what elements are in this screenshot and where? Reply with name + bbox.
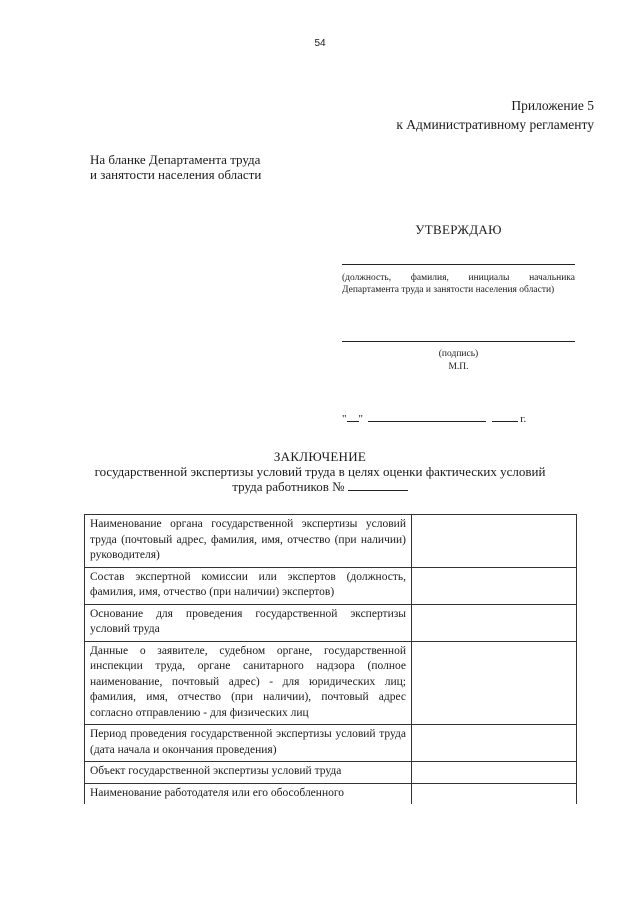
date-month-field[interactable]	[368, 411, 486, 422]
row-value-grounds[interactable]	[412, 604, 577, 641]
date-year-field[interactable]	[492, 411, 518, 422]
appendix-reference: к Административному регламенту	[396, 117, 594, 132]
table-row	[85, 783, 577, 804]
row-value-employer[interactable]	[412, 783, 577, 804]
row-label-object: Объект государственной экспертизы условий труда	[85, 762, 412, 784]
row-label-expert-commission: Состав экспертной комиссии или экспертов (должность, фамилия, имя, отчество (при наличии) экспертов)	[85, 567, 412, 604]
document-number-line	[0, 479, 640, 494]
row-label-period: Период проведения государственной экспертизы условий труда (дата начала и окончания проведения)	[85, 725, 412, 762]
appendix-label: Приложение 5	[511, 98, 594, 113]
date-day-field[interactable]	[347, 411, 359, 422]
letterhead-note-line2: и занятости населения области	[90, 167, 262, 182]
row-label-inspection-body: Наименование органа государственной экспертизы условий труда (почтовый адрес, фамилия, имя, отчество (при наличии) руководителя)	[85, 515, 412, 568]
row-label-applicant: Данные о заявителе, судебном органе, государственной инспекции труда, органе санитарного надзора (полное наименование, почтовый адрес) - для юридических лиц; фамилия, имя, отчество (при наличии), почтовый адрес согласно отправлению - для физических лиц	[85, 641, 412, 725]
row-value-expert-commission[interactable]	[412, 567, 577, 604]
row-value-period[interactable]	[412, 725, 577, 762]
position-caption: (должность, фамилия, инициалы начальника Департамента труда и занятости населения области)	[342, 273, 575, 295]
row-value-applicant[interactable]	[412, 641, 577, 725]
document-subtitle: государственной экспертизы условий труда в целях оценки фактических условий	[94, 464, 546, 479]
date-open-quote: "	[342, 413, 347, 425]
seal-mark: М.П.	[448, 362, 469, 372]
letterhead-note	[90, 152, 261, 182]
page-number: 54	[314, 38, 326, 49]
conclusion-table	[84, 514, 577, 804]
table-row	[85, 762, 577, 784]
letterhead-note-line1: На бланке Департамента труда	[90, 152, 261, 167]
position-input-line[interactable]	[342, 264, 575, 265]
row-value-object[interactable]	[412, 762, 577, 784]
date-close-quote: "	[358, 413, 363, 425]
table-row	[85, 604, 577, 641]
table-row	[85, 641, 577, 725]
document-number-label: труда работников №	[232, 479, 345, 494]
table-row	[85, 567, 577, 604]
table-row	[85, 725, 577, 762]
signature-caption: (подпись)	[438, 349, 479, 359]
approval-title: УТВЕРЖДАЮ	[415, 222, 502, 237]
signature-input-line[interactable]	[342, 341, 575, 342]
row-label-grounds: Основание для проведения государственной экспертизы условий труда	[85, 604, 412, 641]
row-value-inspection-body[interactable]	[412, 515, 577, 568]
table-row	[85, 515, 577, 568]
document-number-field[interactable]	[348, 479, 408, 491]
approval-date	[342, 411, 526, 425]
row-label-employer: Наименование работодателя или его обособленного	[85, 783, 412, 804]
date-year-suffix: г.	[520, 413, 527, 425]
document-title: ЗАКЛЮЧЕНИЕ	[273, 449, 367, 464]
